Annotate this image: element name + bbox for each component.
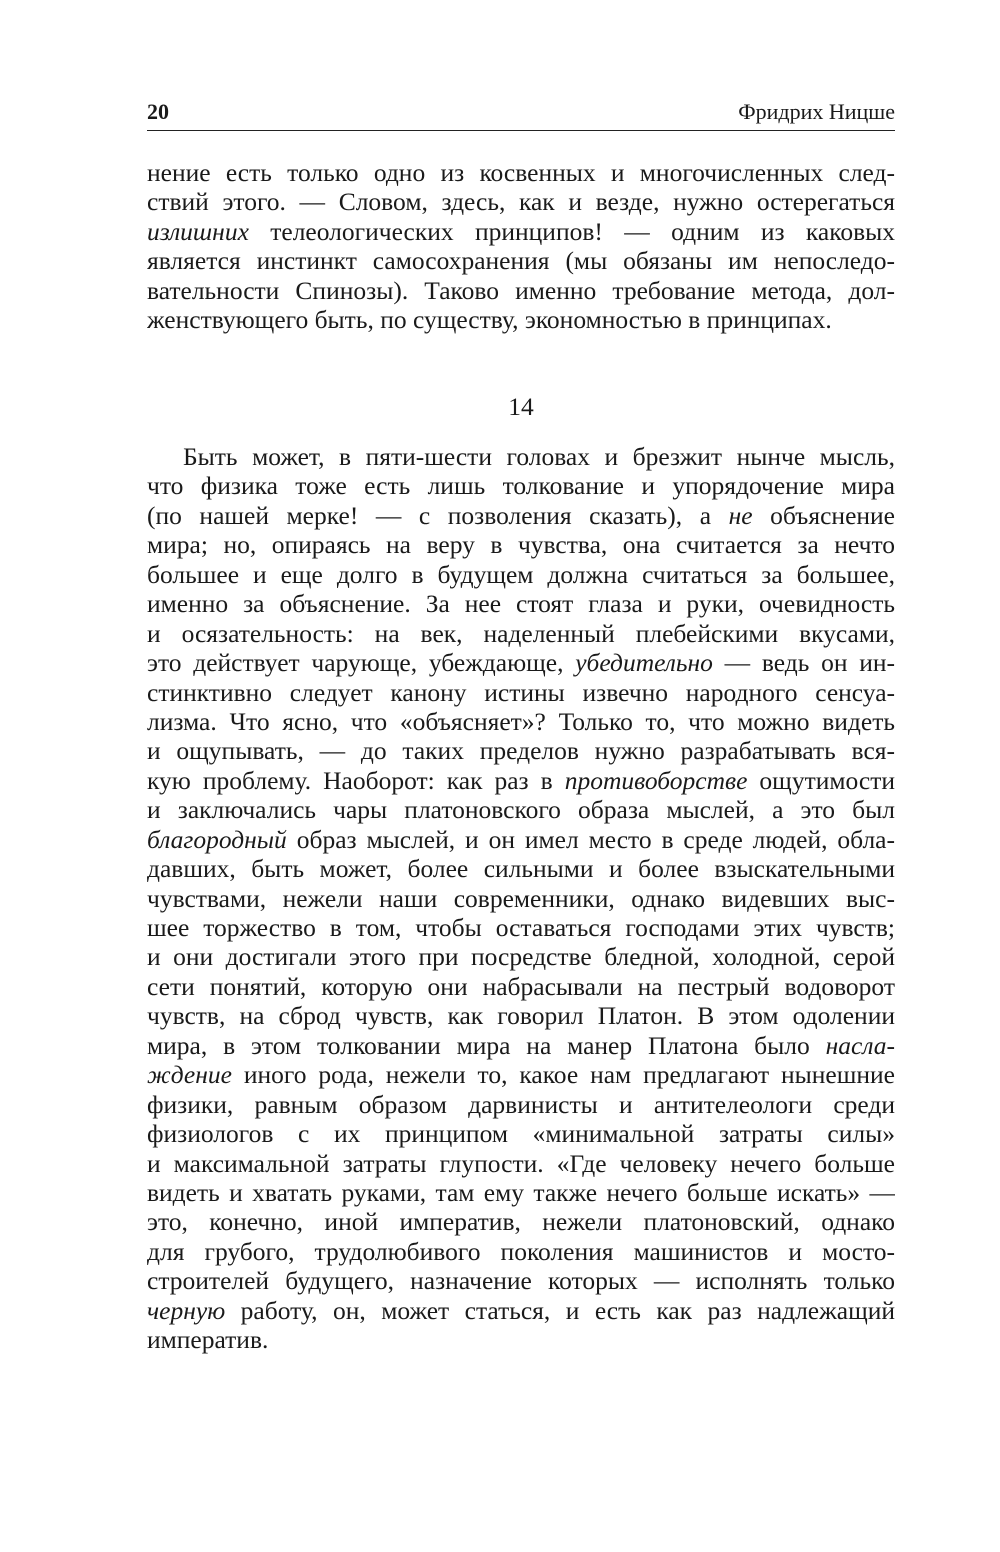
text-run: мира, в этом толковании мира на манер Платона было xyxy=(147,1030,826,1060)
text-run: нение есть только одно из косвенных и многочисленных след- xyxy=(147,158,895,187)
text-run: женствующего быть, по существу, экономностью в принципах. xyxy=(147,305,832,335)
text-line xyxy=(147,530,895,559)
text-line xyxy=(147,501,895,530)
text-line xyxy=(147,1031,895,1060)
italic-emphasis: не xyxy=(728,500,753,530)
text-line xyxy=(147,276,895,305)
text-line xyxy=(147,678,895,707)
text-run: физиологов с их принципом «минимальной затраты силы» xyxy=(147,1119,895,1149)
page-number: 20 xyxy=(147,99,169,124)
text-line xyxy=(147,884,895,913)
text-run: чувствами, нежели наши современники, однако видевших выс- xyxy=(147,883,895,913)
text-line xyxy=(147,442,895,471)
italic-emphasis: убедительно xyxy=(575,648,713,678)
text-line xyxy=(147,766,895,795)
text-run: видеть и хватать руками, там ему также нечего больше искать» — xyxy=(147,1177,895,1207)
text-run: — ведь он ин- xyxy=(712,648,895,678)
italic-emphasis: противоборстве xyxy=(564,765,748,795)
text-line xyxy=(147,1060,895,1089)
text-line xyxy=(147,1296,895,1325)
text-line xyxy=(147,1090,895,1119)
text-line xyxy=(147,1325,895,1354)
section-number: 14 xyxy=(508,392,534,421)
text-line xyxy=(147,1119,895,1148)
text-line xyxy=(147,648,895,677)
italic-emphasis: благородный xyxy=(147,824,287,854)
text-run: и максимальной затраты глупости. «Где человеку нечего больше xyxy=(147,1148,895,1178)
text-run: и они достигали этого при посредстве бледной, холодной, серой xyxy=(147,942,895,972)
text-run: и осязательность: на век, наделенный плебейскими вкусами, xyxy=(147,618,895,648)
text-line xyxy=(147,560,895,589)
text-line xyxy=(147,471,895,500)
text-line xyxy=(147,825,895,854)
italic-emphasis: черную xyxy=(147,1295,226,1325)
text-run: чувств, на сброд чувств, как говорил Платон. В этом одолении xyxy=(147,1001,895,1031)
text-line xyxy=(147,1266,895,1295)
text-line xyxy=(147,913,895,942)
text-run: ощутимости xyxy=(747,765,895,795)
italic-emphasis: ждение xyxy=(147,1060,232,1090)
text-run: что физика тоже есть лишь толкование и упорядочение мира xyxy=(147,471,895,501)
text-line xyxy=(147,1001,895,1030)
text-run: это действует чарующе, убеждающе, xyxy=(147,648,576,678)
text-run: телеологических принципов! — одним из каковых xyxy=(248,216,895,246)
text-line xyxy=(147,187,895,216)
text-run: и заключались чары платоновского образа мыслей, а это был xyxy=(147,795,895,825)
text-run: именно за объяснение. За нее стоят глаза и руки, очевидность xyxy=(147,589,895,619)
text-run: для грубого, трудолюбивого поколения машинистов и мосто- xyxy=(147,1236,895,1266)
text-run: иного рода, нежели то, какое нам предлагают нынешние xyxy=(231,1060,895,1090)
text-run: и ощупывать, — до таких пределов нужно разрабатывать вся- xyxy=(147,736,895,766)
running-title: Фридрих Ницше xyxy=(738,99,895,124)
text-run: давших, быть может, более сильными и более взыскательными xyxy=(147,854,895,884)
text-run: лизма. Что ясно, что «объясняет»? Только то, что можно видеть xyxy=(147,706,895,736)
text-line xyxy=(147,1237,895,1266)
text-run: большее и еще долго в будущем должна считаться за большее, xyxy=(147,559,895,589)
text-line xyxy=(147,972,895,1001)
text-line xyxy=(147,707,895,736)
section-14-paragraph xyxy=(147,442,895,1355)
text-line xyxy=(147,854,895,883)
text-run: физики, равным образом дарвинисты и антителеологи среди xyxy=(147,1089,895,1119)
text-run: стинктивно следует канону истины извечно народного сенсуа- xyxy=(147,677,895,707)
text-run: работу, он, может статься, и есть как раз надлежащий xyxy=(225,1295,895,1325)
text-line xyxy=(147,158,895,187)
italic-emphasis: излишних xyxy=(147,216,249,246)
text-run: Быть может, в пяти-шести головах и брезжит нынче мысль, xyxy=(183,442,895,471)
text-run: сети понятий, которую они набрасывали на пестрый водоворот xyxy=(147,971,895,1001)
text-line xyxy=(147,1178,895,1207)
text-run: кую проблему. Наоборот: как раз в xyxy=(147,765,565,795)
continuation-paragraph xyxy=(147,158,895,335)
text-run: мира; но, опираясь на веру в чувства, она считается за нечто xyxy=(147,530,895,560)
text-line xyxy=(147,1149,895,1178)
text-line xyxy=(147,589,895,618)
italic-emphasis: насла- xyxy=(825,1030,895,1060)
text-run: строителей будущего, назначение которых — исполнять только xyxy=(147,1266,895,1296)
text-run: ствий этого. — Словом, здесь, как и везде, нужно остерегаться xyxy=(147,187,895,217)
text-line xyxy=(147,795,895,824)
text-line xyxy=(147,305,895,334)
text-line xyxy=(147,942,895,971)
text-run: шее торжество в том, чтобы оставаться господами этих чувств; xyxy=(147,913,895,942)
text-run: императив. xyxy=(147,1325,269,1355)
text-run: (по нашей мерке! — с позволения сказать), а xyxy=(147,500,729,530)
running-header xyxy=(147,98,895,131)
text-run: является инстинкт самосохранения (мы обязаны им непоследо- xyxy=(147,246,895,276)
text-run: вательности Спинозы). Таково именно требование метода, дол- xyxy=(147,275,895,305)
text-line xyxy=(147,619,895,648)
text-run: объяснение xyxy=(752,500,895,530)
text-line xyxy=(147,217,895,246)
text-run: образ мыслей, и он имел место в среде людей, обла- xyxy=(286,824,895,854)
text-line xyxy=(147,1207,895,1236)
text-line xyxy=(147,246,895,275)
text-run: это, конечно, иной императив, нежели платоновский, однако xyxy=(147,1207,895,1237)
text-line xyxy=(147,736,895,765)
